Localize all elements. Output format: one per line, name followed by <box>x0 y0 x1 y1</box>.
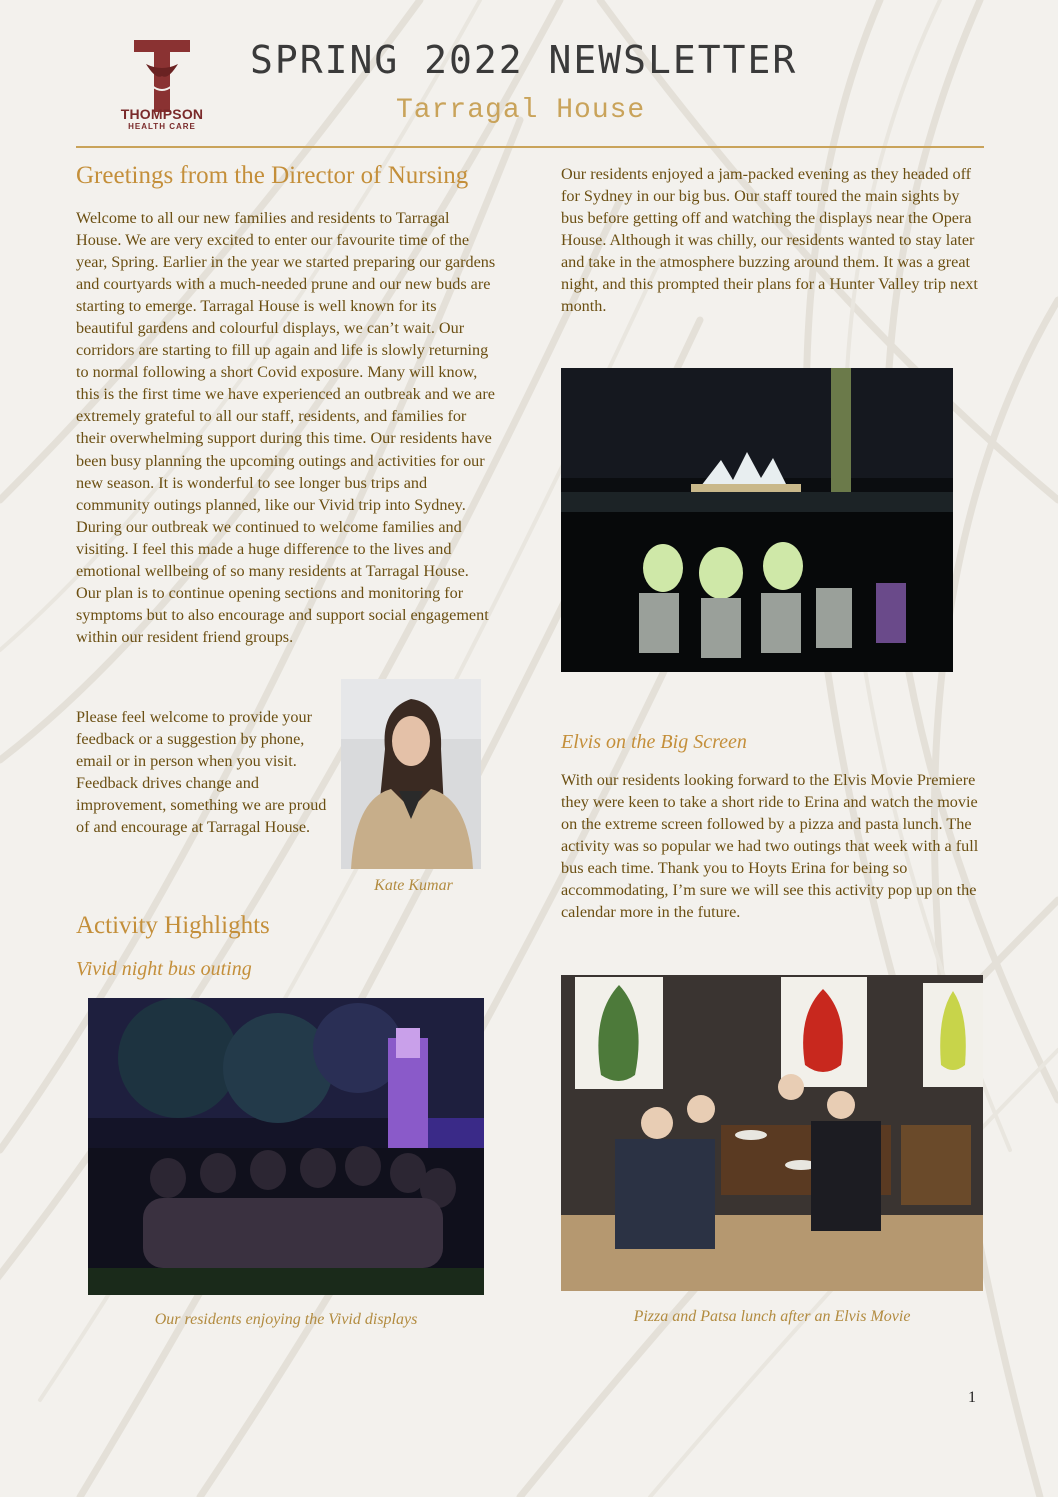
header-divider <box>76 146 984 148</box>
page-number: 1 <box>968 1389 976 1406</box>
greetings-body: Welcome to all our new families and residents to Tarragal House. We are very excited to enter our favourite time of the year, Spring. Earlier in the year we started preparing our gardens and courtyards with a much-needed prune and our new buds are starting to emerge. Tarragal House is well known for its beautiful gardens and colourful displays, we can’t wait. Our corridors are starting to fill up again and life is slowly returning to normal following a short Covid exposure. Many will know, this is the first time we have experienced an outbreak and we are extremely grateful to all our staff, residents, and families for their overwhelming support during this time. Our residents have been busy planning the upcoming outings and activities for our new season. It is wonderful to see longer bus trips and community outings planned, like our Vivid trip into Sydney. During our outbreak we continued to welcome families and visiting. I feel this made a huge difference to the lives and emotional wellbeing of so many residents at Tarragal House. Our plan is to continue opening sections and monitoring for symptoms but to also encourage and support social engagement within our resident friend groups. <box>76 209 496 646</box>
newsletter-subtitle: Tarragal House <box>396 95 646 126</box>
portrait-caption: Kate Kumar <box>374 877 453 894</box>
feedback-paragraph: Please feel welcome to provide your feedback or a suggestion by phone, email or in person when you visit. Feedback drives change and improvement, something we are proud of and encourage at Tarragal House. <box>76 708 327 837</box>
logo-name: THOMPSON <box>120 106 204 122</box>
director-portrait-photo <box>341 679 481 869</box>
activity-highlights-heading: Activity Highlights <box>76 912 270 939</box>
opera-house-photo <box>561 368 953 672</box>
greetings-heading: Greetings from the Director of Nursing <box>76 162 469 189</box>
newsletter-title: SPRING 2022 NEWSLETTER <box>250 38 798 82</box>
elvis-paragraph: With our residents looking forward to the Elvis Movie Premiere they were keen to take a short ride to Erina and watch the movie on the extreme screen followed by a pizza and pasta lunch. The activity was so popular we had two outings that week with a full bus each time. Thank you to Hoyts Erina for being so accommodating, I’m sure we will see this activity pop up on the calendar more in the future. <box>561 771 979 922</box>
elvis-subheading: Elvis on the Big Screen <box>561 731 747 753</box>
elvis-photo-caption: Pizza and Patsa lunch after an Elvis Movie <box>633 1308 911 1325</box>
vivid-subheading: Vivid night bus outing <box>76 958 252 980</box>
logo-subtitle: HEALTH CARE <box>128 122 196 131</box>
vivid-photo-caption: Our residents enjoying the Vivid displays <box>154 1311 418 1328</box>
vivid-outing-paragraph: Our residents enjoyed a jam-packed evening as they headed off for Sydney in our big bus. Our staff toured the main sights by bus before getting off and watching the displays near the Opera House. Although it was chilly, our residents wanted to stay later and take in the atmosphere buzzing around them. It was a great night, and this prompted their plans for a Hunter Valley trip next month. <box>561 165 978 316</box>
vivid-group-photo <box>88 998 484 1295</box>
restaurant-lunch-photo <box>561 975 983 1291</box>
